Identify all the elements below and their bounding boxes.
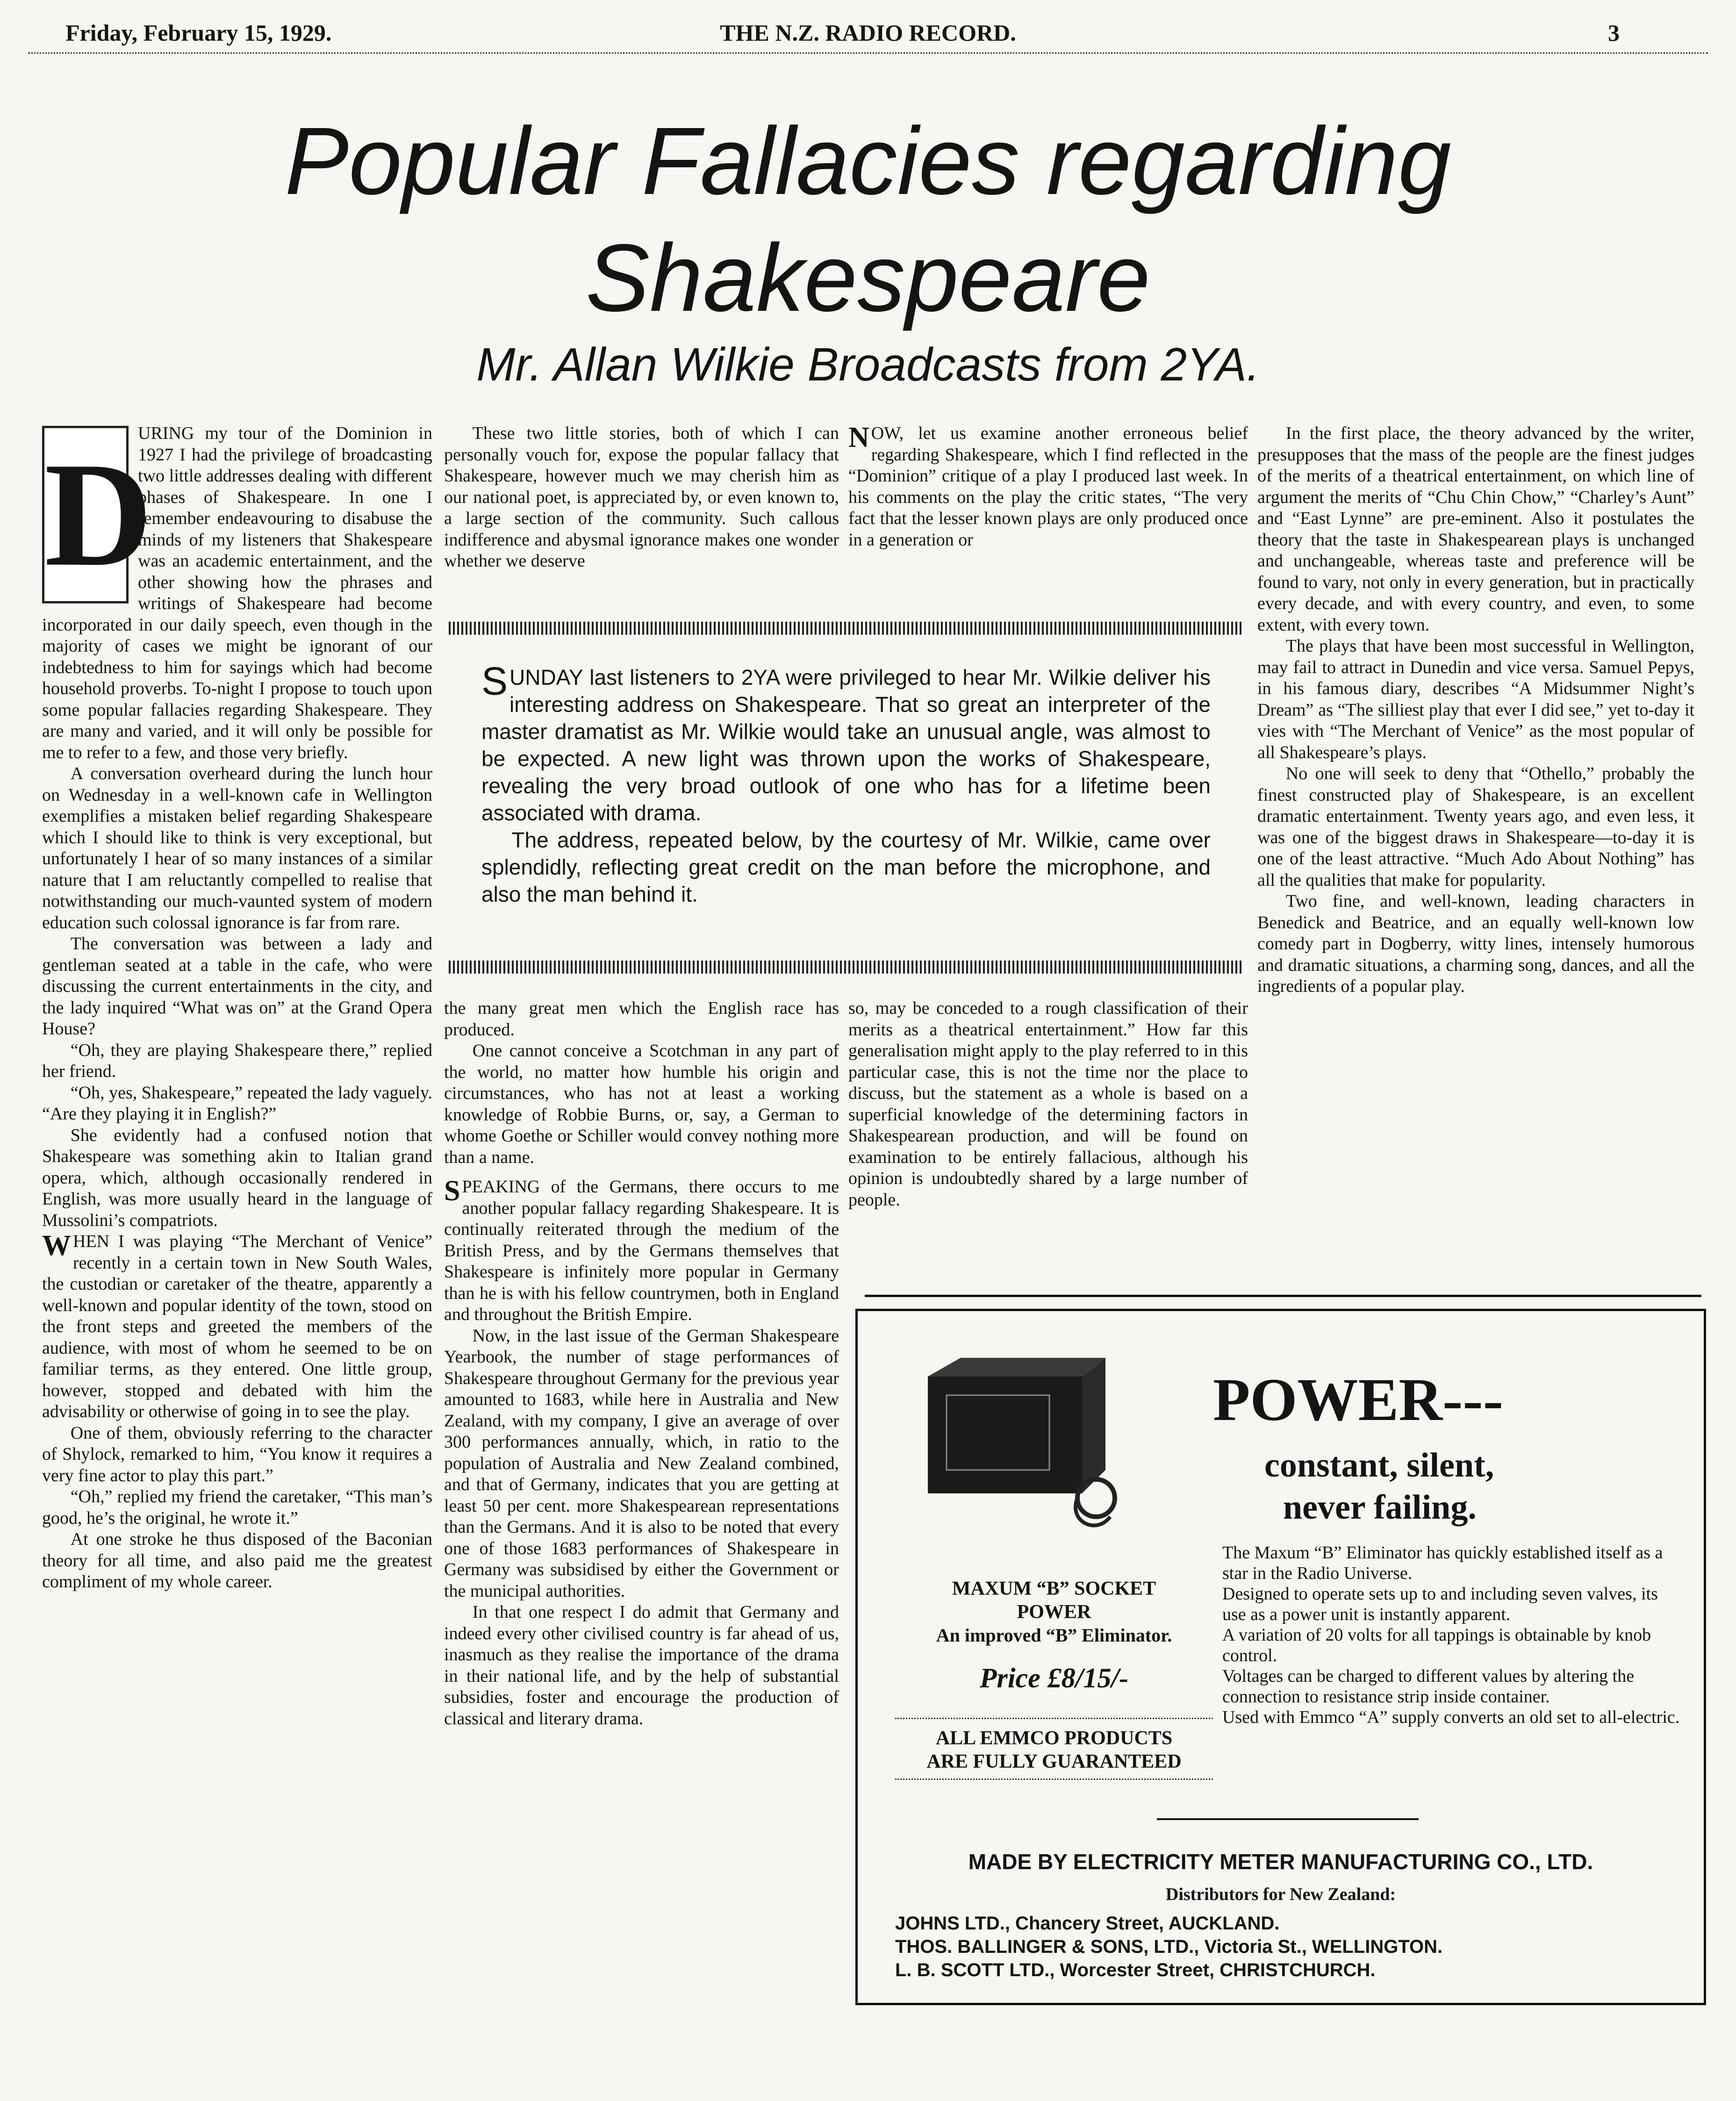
- ad-distributor-1: JOHNS LTD., Chancery Street, AUCKLAND.: [895, 1913, 1280, 1934]
- ad-divider: [865, 1295, 1701, 1297]
- ad-body-2: Designed to operate sets up to and including seven valves, its use as a power unit is instantly apparent.: [1222, 1584, 1658, 1624]
- eliminator-unit-illustration: [918, 1358, 1119, 1540]
- col3-bottom-para: so, may be conceded to a rough classification of their merits as a theatrical entertainment.” How far this generalisation might apply to the play referred to in this particular case, this is not the time nor the place to discuss, but the statement as a whole is based on a superficial knowledge of the determining factors in Shakespearean production, and will be found on examination to be entirely fallacious, although his opinion is undoubtedly shared by a large number of people.: [848, 998, 1248, 1210]
- headline: [0, 103, 1736, 337]
- col4-para4: Two fine, and well-known, leading characters in Benedick and Beatrice, and an equally well-known low comedy part in Dogberry, witty lines, intensely humorous and dramatic situations, a charming song, dances, and all the ingredients of a popular play.: [1257, 891, 1694, 996]
- col1-para2: A conversation overheard during the lunch hour on Wednesday in a well-known cafe in Wellington exemplifies a mistaken belief regarding Shakespeare which I should like to think is very exceptional, but unfortunately I hear of so many instances of a similar nature that I am reluctantly compelled to realise that notwithstanding our much-vaunted system of modern education such colossal ignorance is far from rare.: [42, 764, 432, 932]
- col2-para2: One cannot conceive a Scotchman in any part of the world, no matter how humble his origin and circumstances, who has not at least a working knowledge of Robbie Burns, or, say, a German to whome Goethe or Schiller would convey nothing more than a name.: [444, 1041, 839, 1167]
- col2-para4: Now, in the last issue of the German Shakespeare Yearbook, the number of stage performances of Shakespeare throughout Germany for the previous year amounted to 1683, while here in Australia and New Zealand, with my company, I give an average of over 300 performances annually, which, in ratio to the population of Australia and New Zealand combined, and that of Germany, indicates that you are getting at least 50 per cent. more Shakespearean representations than the Germans. And it is also to be noted that every one of those 1683 performances of Shakespeare in Germany was subsidised by either the Government or the municipal authorities.: [444, 1326, 839, 1601]
- advertisement: [855, 1309, 1706, 2005]
- masthead-rule: [28, 52, 1708, 54]
- col3-top-para: OW, let us examine another erroneous belief regarding Shakespeare, which I find reflected in the “Dominion” critique of a play I produced last week. In his comments on the play the critic states, “The very fact that the lesser known plays are only produced once in a generation or: [848, 423, 1248, 550]
- ad-guarantee-rule: [895, 1778, 1213, 1780]
- col4-para3: No one will seek to deny that “Othello,” probably the finest constructed play of Shakespeare, is an excellent dramatic entertainment. Twenty years ago, and even less, it was one of the biggest draws in Shakespeare—to-day it is one of the least attractive. “Much Ado About Nothing” has all the qualities that make for popularity.: [1257, 764, 1694, 890]
- article-column-3-bottom: [848, 998, 1248, 1211]
- col2-top-para: These two little stories, both of which I can personally vouch for, expose the popular fallacy that Shakespeare, however much we may cherish him as our national poet, is appreciated by, or even known to, a large section of the community. Such callous indifference and abysmal ignorance makes one wonder whether we deserve: [444, 423, 839, 571]
- standfirst-rule-top: [449, 622, 1243, 635]
- ad-tagline-1: constant, silent,: [1264, 1446, 1494, 1484]
- article-column-2-bottom: [444, 998, 839, 1729]
- col2-para3: PEAKING of the Germans, there occurs to me another popular fallacy regarding Shakespeare. It is continually reiterated through the medium of the British Press, and by the Germans themselves that Shakespeare is infinitely more popular in Germany than he is with his fellow countrymen, both in England and throughout the British Empire.: [444, 1177, 839, 1324]
- article-column-3-top: [848, 423, 1248, 551]
- col1-para1: URING my tour of the Dominion in 1927 I had the privilege of broadcasting two little addresses dealing with different phases of Shakespeare. In one I remember endeavouring to disabuse the minds of my listeners that Shakespeare was an academic entertainment, and the other showing how the phrases and writings of Shakespeare had become incorporated in our daily speech, even though in the majority of cases we might be ignorant of our indebtedness to him for sayings which had become household proverbs. To-night I propose to touch upon some popular fallacies regarding Shakespeare. They are many and varied, and it will only be possible for me to refer to a few, and those very briefly.: [42, 423, 432, 762]
- ad-body-1: The Maxum “B” Eliminator has quickly established itself as a star in the Radio Universe.: [1222, 1543, 1663, 1583]
- section-cap-n: N: [848, 422, 869, 453]
- page-number: 3: [1608, 20, 1620, 46]
- ad-body-5: Used with Emmco “A” supply converts an old set to all-electric.: [1222, 1707, 1680, 1727]
- article-column-2-top: [444, 423, 839, 572]
- ad-maker-rule: [1157, 1818, 1419, 1820]
- col1-para6: She evidently had a confused notion that Shakespeare was something akin to Italian grand opera, which, although occasionally rendered in English, was more usually heard in the language of Mussolini’s compatriots.: [42, 1125, 432, 1230]
- col1-para8: One of them, obviously referring to the character of Shylock, remarked to him, “You know it requires a very fine actor to play this part.”: [42, 1423, 432, 1485]
- col1-para3: The conversation was between a lady and gentleman seated at a table in the cafe, who were discussing the current entertainments in the city, and the lady inquired “What was on” at the Grand Opera House?: [42, 934, 432, 1039]
- ad-tagline-2: never failing.: [1283, 1488, 1477, 1527]
- ad-guarantee-line-2: ARE FULLY GUARANTEED: [926, 1751, 1182, 1772]
- standfirst: [481, 659, 1211, 908]
- ad-distributor-2: THOS. BALLINGER & SONS, LTD., Victoria St., WELLINGTON.: [895, 1936, 1443, 1957]
- standfirst-para2: The address, repeated below, by the courtesy of Mr. Wilkie, came over splendidly, reflecting great credit on the man before the microphone, and also the man behind it.: [481, 828, 1211, 906]
- col1-para7: HEN I was playing “The Merchant of Venice” recently in a certain town in New South Wales, the custodian or caretaker of the theatre, apparently a well-known and popular identity of the town, stood on the front steps and greeted the members of the audience, with most of whom he seemed to be on familiar terms, as they entered. One little group, however, stopped and debated with him the advisability or otherwise of going in to see the play.: [42, 1232, 432, 1421]
- ad-distributor-list: [895, 1912, 1680, 1982]
- col1-para10: At one stroke he thus disposed of the Baconian theory for all time, and also paid me the greatest compliment of my whole career.: [42, 1529, 432, 1592]
- standfirst-para1: UNDAY last listeners to 2YA were privileged to hear Mr. Wilkie deliver his interesting address on Shakespeare. That so great an interpreter of the master dramatist as Mr. Wilkie would take an unusual angle, was almost to be expected. A new light was thrown upon the works of Shakespeare, revealing the very broad outlook of one who has for a lifetime been associated with drama.: [481, 665, 1211, 825]
- ad-body-4: Voltages can be charged to different values by altering the connection to resistance strip inside container.: [1222, 1666, 1635, 1707]
- ad-headline: POWER---: [1213, 1366, 1503, 1434]
- drop-cap: D: [42, 426, 129, 603]
- masthead-paper: THE N.Z. RADIO RECORD.: [720, 20, 1016, 46]
- headline-line1: Popular Fallacies regarding: [285, 108, 1451, 215]
- col2-para1: the many great men which the English race has produced.: [444, 998, 839, 1040]
- ad-maker: MADE BY ELECTRICITY METER MANUFACTURING CO., LTD.: [968, 1850, 1593, 1874]
- ad-body-3: A variation of 20 volts for all tappings is obtainable by knob control.: [1222, 1625, 1651, 1665]
- ad-product-line-2: POWER: [1017, 1601, 1091, 1623]
- standfirst-rule-bottom: [449, 961, 1243, 974]
- col1-para9: “Oh,” replied my friend the caretaker, “This man’s good, he’s the original, he wrote it.”: [42, 1487, 432, 1528]
- ad-guarantee-line-1: ALL EMMCO PRODUCTS: [935, 1728, 1173, 1749]
- section-cap-w: W: [42, 1230, 71, 1262]
- ad-body: [1222, 1542, 1680, 1728]
- headline-line2: Shakespeare: [585, 224, 1151, 331]
- ad-price: Price £8/15/-: [979, 1663, 1129, 1693]
- ad-distributors-heading: Distributors for New Zealand:: [1165, 1885, 1396, 1904]
- article-column-4: [1257, 423, 1694, 997]
- section-cap-s: S: [444, 1175, 460, 1207]
- subheadline: Mr. Allan Wilkie Broadcasts from 2YA.: [476, 338, 1260, 391]
- col4-para2: The plays that have been most successful in Wellington, may fail to attract in Dunedin and vice versa. Samuel Pepys, in his famous diary, describes “A Midsummer Night’s Dream” as “The silliest play that ever I did see,” yet to-day it vies with “The Merchant of Venice” as the most popular of all Shakespeare’s plays.: [1257, 636, 1694, 762]
- masthead-date: Friday, February 15, 1929.: [65, 20, 332, 46]
- standfirst-cap: S: [481, 659, 508, 703]
- ad-product-line-1: MAXUM “B” SOCKET: [952, 1578, 1156, 1599]
- ad-distributor-3: L. B. SCOTT LTD., Worcester Street, CHRISTCHURCH.: [895, 1960, 1376, 1980]
- col1-para4: “Oh, they are playing Shakespeare there,” replied her friend.: [42, 1040, 432, 1081]
- ad-product-line-3: An improved “B” Eliminator.: [936, 1625, 1172, 1646]
- article-column-1: [42, 423, 432, 1593]
- col2-para5: In that one respect I do admit that Germany and indeed every other civilised country is far ahead of us, inasmuch as they realise the importance of the drama in their national life, and by the help of substantial subsidies, foster and encourage the production of classical and literary drama.: [444, 1602, 839, 1728]
- ad-price-rule: [895, 1718, 1213, 1719]
- col1-para5: “Oh, yes, Shakespeare,” repeated the lady vaguely. “Are they playing it in English?”: [42, 1083, 432, 1124]
- col4-para1: In the first place, the theory advanced by the writer, presupposes that the mass of the people are the finest judges of the merits of a theatrical entertainment, on which line of argument the merits of “Chu Chin Chow,” “Charley’s Aunt” and “East Lynne” are pre-eminent. Also it postulates the theory that the taste in Shakespearean plays is unchanged and unchangeable, whereas taste and preference will be found to vary, not only in every generation, but in practically every decade, and with every country, and even, to some extent, with every town.: [1257, 423, 1694, 635]
